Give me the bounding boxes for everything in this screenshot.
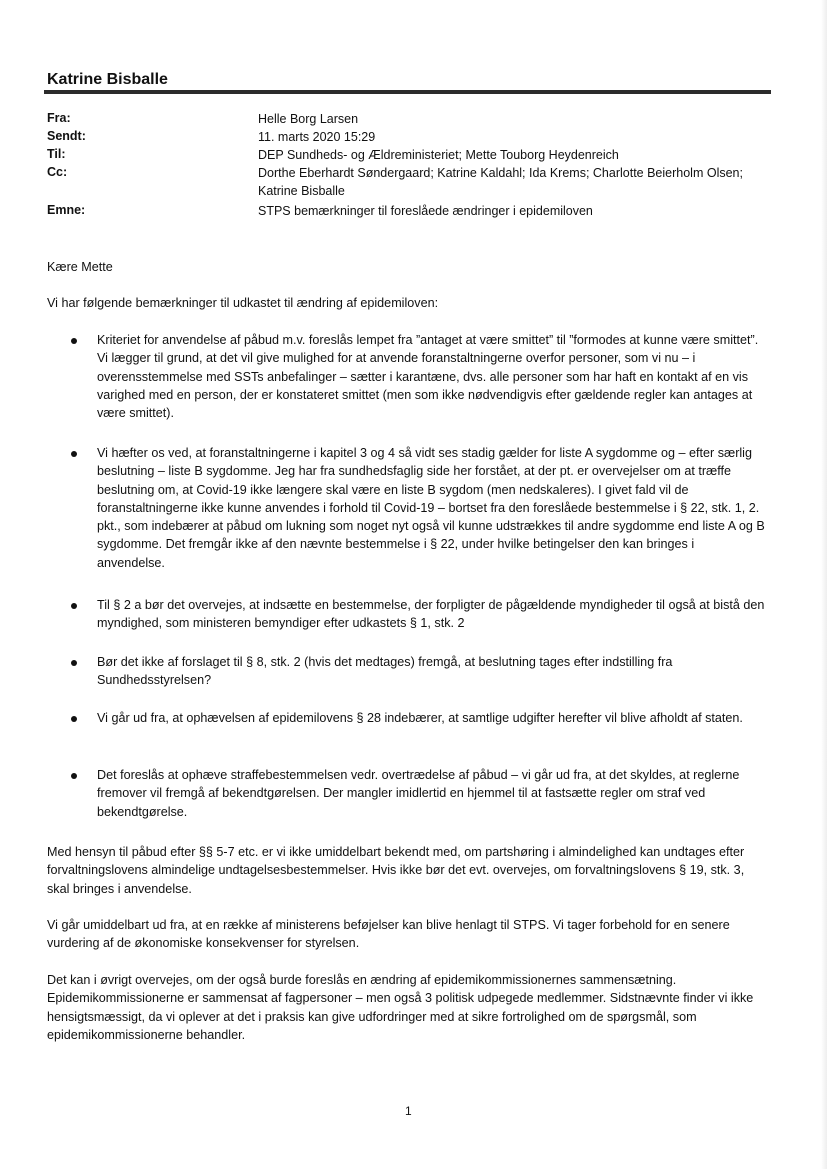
- header-divider: [44, 90, 771, 94]
- bullet-icon: [71, 773, 77, 779]
- bullet-icon: [71, 451, 77, 457]
- bullet-icon: [71, 603, 77, 609]
- bullet-item-2: Vi hæfter os ved, at foranstaltningerne i kapitel 3 og 4 så vidt ses stadig gælder for liste A sygdomme og – efter særlig beslutning – liste B sygdomme. Jeg har fra sundhedsfaglig side her forstået, at der pt. er overvejelser om at træffe beslutning om, at Covid-19 ikke længere skal være en liste B sygdom (men nedskaleres). I givet fald vil de foranstaltningerne ikke kunne anvendes i forhold til Covid-19 – bortset fra den foreslåede bestemmelse i § 22, stk. 1, 2. pkt., som indebærer at påbud om lukning som noget nyt også vil kunne udstrækkes til andre sygdomme end liste A og B sygdomme. Det fremgår ikke af den nævnte bestemmelse i § 22, under hvilke betingelser den kan bringes i anvendelse.: [97, 446, 765, 570]
- sent-label: Sendt:: [47, 129, 86, 143]
- sender-name-heading: Katrine Bisballe: [47, 71, 168, 88]
- page-number: 1: [405, 1104, 412, 1118]
- bullet-icon: [71, 338, 77, 344]
- bullet-item-6: Det foreslås at ophæve straffebestemmelsen vedr. overtrædelse af påbud – vi går ud fra, at det skyldes, at reglerne fremover vil fremgå af bekendtgørelsen. Der mangler imidlertid en hjemmel til at fastsætte regler om straf ved bekendtgørelse.: [97, 768, 740, 819]
- cc-value: Dorthe Eberhardt Søndergaard; Katrine Kaldahl; Ida Krems; Charlotte Beierholm Olsen; Katrine Bisballe: [258, 166, 743, 198]
- from-label: Fra:: [47, 111, 71, 125]
- greeting: Kære Mette: [47, 260, 113, 274]
- subject-label: Emne:: [47, 203, 86, 217]
- paragraph-stps-beføjelser: Vi går umiddelbart ud fra, at en række af ministerens beføjelser kan blive henlagt til STPS. Vi tager forbehold for en senere vurdering af de økonomiske konsekvenser for styrelsen.: [47, 918, 730, 951]
- bullet-icon: [71, 716, 77, 722]
- bullet-item-5: Vi går ud fra, at ophævelsen af epidemilovens § 28 indebærer, at samtlige udgifter herefter vil blive afholdt af staten.: [97, 711, 743, 725]
- to-label: Til:: [47, 147, 66, 161]
- sent-value: 11. marts 2020 15:29: [258, 130, 376, 144]
- bullet-item-4: Bør det ikke af forslaget til § 8, stk. 2 (hvis det medtages) fremgå, at beslutning tages efter indstilling fra Sundhedsstyrelsen?: [97, 655, 673, 688]
- subject-value: STPS bemærkninger til foreslåede ændringer i epidemiloven: [258, 204, 593, 218]
- from-value: Helle Borg Larsen: [258, 112, 359, 126]
- intro-paragraph: Vi har følgende bemærkninger til udkastet til ændring af epidemiloven:: [47, 296, 439, 310]
- scan-edge-shadow: [821, 0, 827, 1169]
- paragraph-partshoring: Med hensyn til påbud efter §§ 5-7 etc. er vi ikke umiddelbart bekendt med, om partshøring i almindelighed kan undtages efter forvaltningslovens almindelige undtagelsesbestemmelser. Hvis ikke bør det evt. overvejes, om forvaltningslovens § 19, stk. 3, skal bringes i anvendelse.: [47, 845, 745, 896]
- paragraph-epidemikommissioner: Det kan i øvrigt overvejes, om der også burde foreslås en ændring af epidemikommissionernes sammensætning. Epidemikommissionerne er sammensat af fagpersoner – men også 3 politisk udpegede medlemmer. Sidstnævnte finder vi ikke hensigtsmæssigt, da vi oplever at det i praksis kan give udfordringer med at sikre fortrolighed om de spørgsmål, som epidemikommissionerne behandler.: [47, 973, 754, 1042]
- bullet-item-1: Kriteriet for anvendelse af påbud m.v. foreslås lempet fra ”antaget at være smittet” til ”formodes at kunne være smittet”. Vi lægger til grund, at det vil give mulighed for at anvende foranstaltningerne overfor personer, som vi nu – i overensstemmelse med SSTs anbefalinger – sætter i karantæne, dvs. alle personer som har haft en kontakt af en vis varighed med en person, der er konstateret smittet (men som ikke nødvendigvis efter gældende regler kan antages at være smittet).: [97, 333, 759, 421]
- cc-label: Cc:: [47, 165, 68, 179]
- bullet-item-3: Til § 2 a bør det overvejes, at indsætte en bestemmelse, der forpligter de pågældende myndigheder til også at bistå den myndighed, som ministeren bemyndiger efter udkastets § 1, stk. 2: [97, 598, 765, 631]
- bullet-icon: [71, 660, 77, 666]
- to-value: DEP Sundheds- og Ældreministeriet; Mette Touborg Heydenreich: [258, 148, 619, 162]
